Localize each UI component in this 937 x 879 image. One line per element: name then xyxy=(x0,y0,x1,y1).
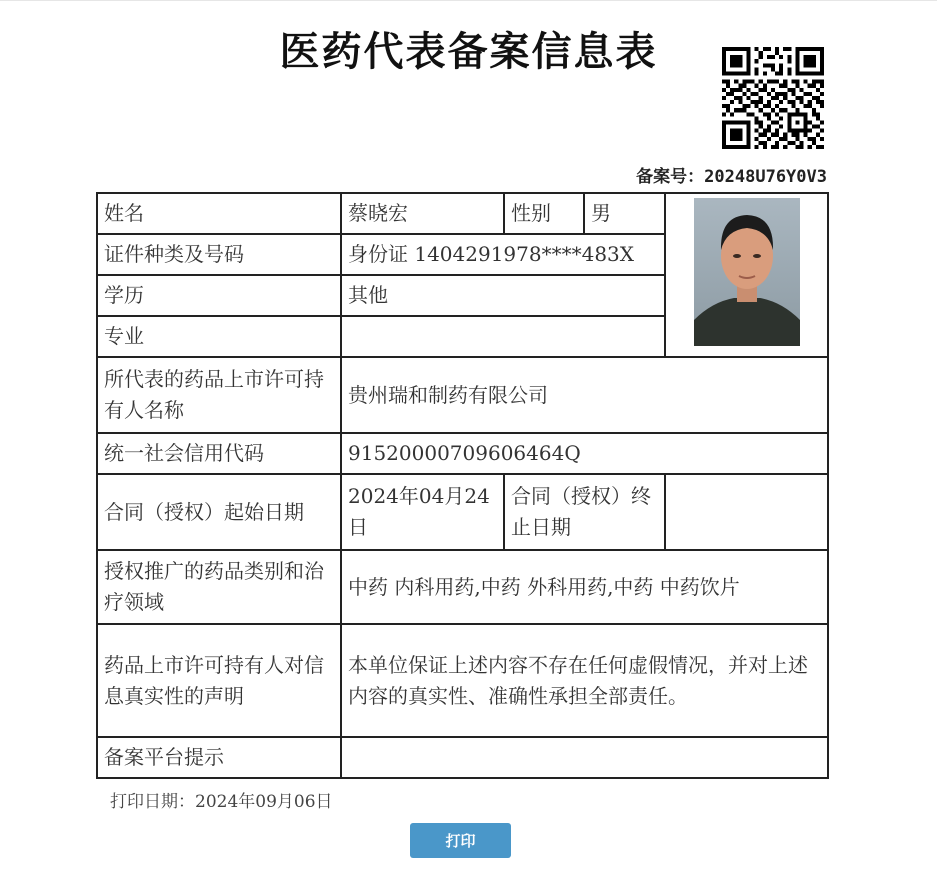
tip-value xyxy=(341,737,828,778)
major-label: 专业 xyxy=(97,316,341,357)
credit-value: 91520000709606464Q xyxy=(341,433,828,474)
top-divider xyxy=(0,0,937,1)
statement-value: 本单位保证上述内容不存在任何虚假情况，并对上述内容的真实性、准确性承担全部责任。 xyxy=(341,624,828,737)
credit-label: 统一社会信用代码 xyxy=(97,433,341,474)
start-date-value: 2024年04月24日 xyxy=(341,474,504,550)
end-date-value xyxy=(665,474,828,550)
avatar xyxy=(694,198,800,346)
page-title: 医药代表备案信息表 xyxy=(279,28,658,75)
table-row xyxy=(97,474,828,550)
education-label: 学历 xyxy=(97,275,341,316)
statement-label: 药品上市许可持有人对信息真实性的声明 xyxy=(97,624,341,737)
education-value: 其他 xyxy=(341,275,665,316)
name-label: 姓名 xyxy=(97,193,341,234)
holder-value: 贵州瑞和制药有限公司 xyxy=(341,357,828,433)
start-date-label: 合同（授权）起始日期 xyxy=(97,474,341,550)
table-row xyxy=(97,624,828,737)
name-value: 蔡晓宏 xyxy=(341,193,504,234)
category-value: 中药 内科用药,中药 外科用药,中药 中药饮片 xyxy=(341,550,828,624)
print-button[interactable]: 打印 xyxy=(410,823,511,858)
holder-label: 所代表的药品上市许可持有人名称 xyxy=(97,357,341,433)
qr-code-icon xyxy=(722,47,824,149)
table-row xyxy=(97,433,828,474)
major-value xyxy=(341,316,665,357)
record-number xyxy=(636,162,827,187)
table-row xyxy=(97,357,828,433)
gender-label: 性别 xyxy=(504,193,584,234)
table-row xyxy=(97,737,828,778)
photo-cell xyxy=(665,193,828,357)
record-number-value: 20248U76Y0V3 xyxy=(704,167,827,187)
category-label: 授权推广的药品类别和治疗领域 xyxy=(97,550,341,624)
table-row xyxy=(97,193,828,234)
id-value: 身份证 1404291978****483X xyxy=(341,234,665,275)
tip-label: 备案平台提示 xyxy=(97,737,341,778)
end-date-label: 合同（授权）终止日期 xyxy=(504,474,665,550)
info-table xyxy=(96,192,829,779)
gender-value: 男 xyxy=(584,193,665,234)
print-date: 打印日期：2024年09月06日 xyxy=(110,792,333,812)
record-number-label: 备案号： xyxy=(636,167,705,187)
table-row xyxy=(97,550,828,624)
id-label: 证件种类及号码 xyxy=(97,234,341,275)
